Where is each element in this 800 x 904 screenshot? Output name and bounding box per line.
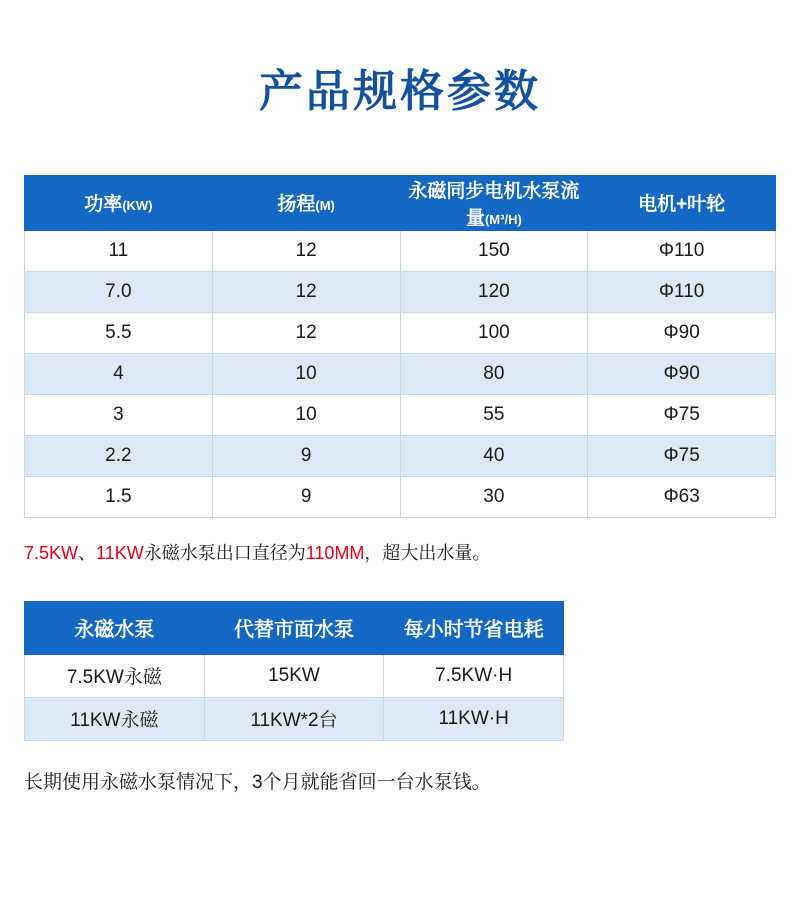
cell-replaced-pump: 11KW*2台 xyxy=(204,697,384,740)
note-text-middle: 永磁水泵出口直径为 xyxy=(143,542,306,563)
cell-motor-impeller: Φ110 xyxy=(588,230,776,271)
saving-header-hourly-saving: 每小时节省电耗 xyxy=(384,601,564,654)
spec-header-flow xyxy=(400,175,588,230)
cell-motor-impeller: Φ90 xyxy=(588,312,776,353)
cell-pm-pump: 11KW永磁 xyxy=(25,697,205,740)
outlet-diameter-note xyxy=(24,540,776,567)
spec-header-flow-label: 永磁同步电机水泵流量 xyxy=(408,180,580,229)
cell-flow: 100 xyxy=(400,312,588,353)
table-row xyxy=(25,394,776,435)
cell-head: 9 xyxy=(212,476,400,517)
cell-power: 3 xyxy=(25,394,213,435)
long-term-usage-footnote: 长期使用永磁水泵情况下，3个月就能省回一台水泵钱。 xyxy=(24,771,491,793)
cell-flow: 40 xyxy=(400,435,588,476)
saving-table-container xyxy=(24,601,776,741)
cell-motor-impeller: Φ75 xyxy=(588,394,776,435)
cell-hourly-saving: 11KW·H xyxy=(384,697,564,740)
cell-replaced-pump: 15KW xyxy=(204,654,384,697)
table-row xyxy=(25,435,776,476)
cell-motor-impeller: Φ63 xyxy=(588,476,776,517)
cell-flow: 120 xyxy=(400,271,588,312)
table-row xyxy=(25,312,776,353)
saving-header-pm-pump: 永磁水泵 xyxy=(25,601,205,654)
spec-header-head-label: 扬程 xyxy=(277,194,316,216)
cell-power: 7.0 xyxy=(25,271,213,312)
cell-power: 1.5 xyxy=(25,476,213,517)
cell-pm-pump: 7.5KW永磁 xyxy=(25,654,205,697)
spec-table xyxy=(24,175,776,518)
note-separator: 、 xyxy=(78,542,97,563)
cell-flow: 80 xyxy=(400,353,588,394)
cell-power: 5.5 xyxy=(25,312,213,353)
table-row xyxy=(25,476,776,517)
saving-table-head xyxy=(25,601,564,654)
spec-header-flow-unit: (M³/H) xyxy=(484,211,522,227)
spec-header-head-unit: (M) xyxy=(315,198,335,214)
cell-head: 9 xyxy=(212,435,400,476)
cell-head: 10 xyxy=(212,394,400,435)
spec-header-power-label: 功率 xyxy=(84,194,123,216)
cell-motor-impeller: Φ110 xyxy=(588,271,776,312)
table-row xyxy=(25,271,776,312)
spec-header-motor-impeller-label: 电机+叶轮 xyxy=(638,194,726,216)
note-power-75: 7.5KW xyxy=(24,542,79,563)
cell-power: 4 xyxy=(25,353,213,394)
cell-power: 2.2 xyxy=(25,435,213,476)
spec-header-head xyxy=(212,175,400,230)
table-row xyxy=(25,654,564,697)
cell-head: 10 xyxy=(212,353,400,394)
note-text-end: ，超大出水量。 xyxy=(364,542,491,563)
cell-head: 12 xyxy=(212,271,400,312)
saving-table-body xyxy=(25,654,564,740)
spec-header-power-unit: (KW) xyxy=(122,198,153,214)
saving-header-replaced-pump: 代替市面水泵 xyxy=(204,601,384,654)
cell-motor-impeller: Φ90 xyxy=(588,353,776,394)
saving-table xyxy=(24,601,564,741)
spec-header-power xyxy=(25,175,213,230)
cell-hourly-saving: 7.5KW·H xyxy=(384,654,564,697)
cell-flow: 30 xyxy=(400,476,588,517)
cell-flow: 55 xyxy=(400,394,588,435)
note-diameter: 110MM xyxy=(305,542,365,563)
spec-table-container xyxy=(24,175,776,518)
note-power-11: 11KW xyxy=(96,542,144,563)
cell-head: 12 xyxy=(212,230,400,271)
page-title: 产品规格参数 xyxy=(259,67,541,116)
table-row xyxy=(25,697,564,740)
table-row xyxy=(25,353,776,394)
cell-flow: 150 xyxy=(400,230,588,271)
spec-table-header-row xyxy=(25,175,776,230)
cell-motor-impeller: Φ75 xyxy=(588,435,776,476)
spec-table-head xyxy=(25,175,776,230)
spec-table-body xyxy=(25,230,776,517)
cell-head: 12 xyxy=(212,312,400,353)
spec-header-motor-impeller xyxy=(588,175,776,230)
cell-power: 11 xyxy=(25,230,213,271)
saving-table-header-row xyxy=(25,601,564,654)
table-row xyxy=(25,230,776,271)
